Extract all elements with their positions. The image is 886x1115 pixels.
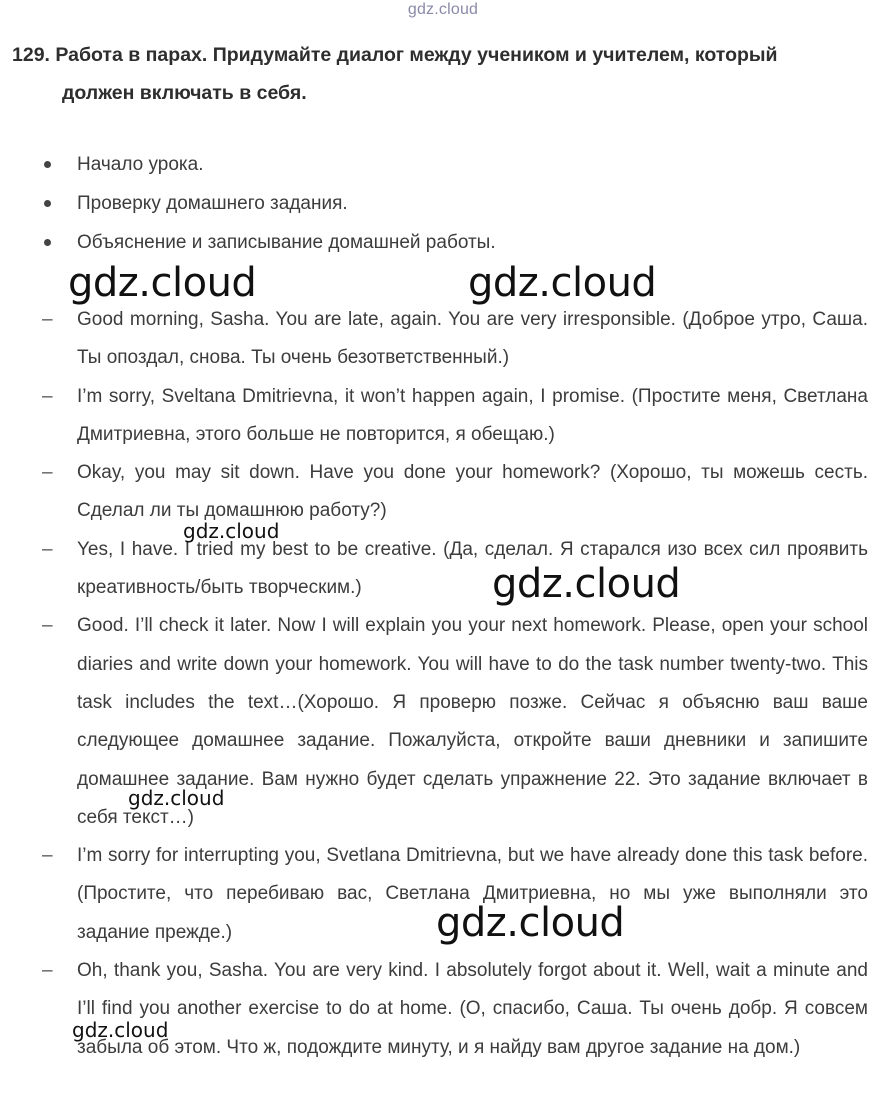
task-heading-line2: должен включать в себя. bbox=[62, 82, 307, 104]
dash-marker: – bbox=[42, 960, 53, 982]
dialog-line bbox=[0, 301, 886, 378]
dialog-text: I’m sorry for interrupting you, Svetlana Dmitrievna, but we have already done this task before. (Простите, что перебиваю вас, Светлана Дмитриевна, но мы уже выполняли это задание прежде.) bbox=[77, 845, 868, 943]
dialog-line bbox=[0, 378, 886, 455]
dialog-text: Good. I’ll check it later. Now I will explain you your next homework. Please, open your school diaries and write down your homework. You will have to do the task number twenty-two. This task includes the text…(Хорошо. Я проверю позже. Сейчас я объясню ваш ваше следующее домашнее задание. Пожалуйста, откройте ваши дневники и запишите домашнее задание. Вам нужно будет сделать упражнение 22. Это задание включает в себя текст…) bbox=[77, 615, 868, 828]
dash-marker: – bbox=[42, 615, 53, 637]
dialog-line bbox=[0, 952, 886, 1067]
watermark: gdz.cloud bbox=[492, 561, 681, 607]
dash-marker: – bbox=[42, 845, 53, 867]
list-item: Начало урока. bbox=[0, 146, 496, 185]
list-item: Объяснение и записывание домашней работы. bbox=[0, 224, 496, 263]
dialog-text: Oh, thank you, Sasha. You are very kind. I absolutely forgot about it. Well, wait a minute and I’ll find you another exercise to do at home. (О, спасибо, Саша. Ты очень добр. Я совсем забыла об этом. Что ж, подождите минуту, и я найду вам другое задание на дом.) bbox=[77, 960, 868, 1058]
watermark-top: gdz.cloud bbox=[407, 1, 479, 18]
watermark: gdz.cloud bbox=[128, 786, 225, 810]
dash-marker: – bbox=[42, 309, 53, 330]
watermark: gdz.cloud bbox=[72, 1018, 169, 1042]
list-item: Проверку домашнего задания. bbox=[0, 185, 496, 224]
dash-marker: – bbox=[42, 538, 53, 560]
dialog-line bbox=[0, 454, 886, 531]
dialog-text: Yes, I have. I tried my best to be creative. (Да, сделал. Я старался изо всех сил проявить креативность/быть творческим.) bbox=[77, 538, 868, 599]
task-heading-line1: 129. Работа в парах. Придумайте диалог между учеником и учителем, который bbox=[12, 44, 778, 66]
dash-marker: – bbox=[42, 385, 53, 407]
watermark: gdz.cloud bbox=[436, 900, 625, 946]
dialog-text: Okay, you may sit down. Have you done your homework? (Хорошо, ты можешь сесть. Сделал ли ты домашнюю работу?) bbox=[77, 462, 868, 522]
bullet-icon bbox=[44, 161, 51, 168]
bullet-icon bbox=[44, 239, 51, 246]
dialog-text: Good morning, Sasha. You are late, again. You are very irresponsible. (Доброе утро, Саша. Ты опоздал, снова. Ты очень безответственный.) bbox=[77, 309, 868, 369]
task-heading bbox=[12, 36, 874, 112]
watermark: gdz.cloud bbox=[183, 519, 280, 543]
dialog-line bbox=[0, 531, 886, 608]
dialog-text: I’m sorry, Sveltana Dmitrievna, it won’t happen again, I promise. (Простите меня, Светлана Дмитриевна, этого больше не повторится, я обещаю.) bbox=[77, 385, 868, 445]
dialog-list bbox=[0, 301, 886, 1067]
watermark: gdz.cloud bbox=[68, 260, 257, 306]
requirements-list bbox=[0, 146, 496, 263]
bullet-icon bbox=[44, 200, 51, 207]
dash-marker: – bbox=[42, 462, 53, 484]
watermark: gdz.cloud bbox=[468, 260, 657, 306]
